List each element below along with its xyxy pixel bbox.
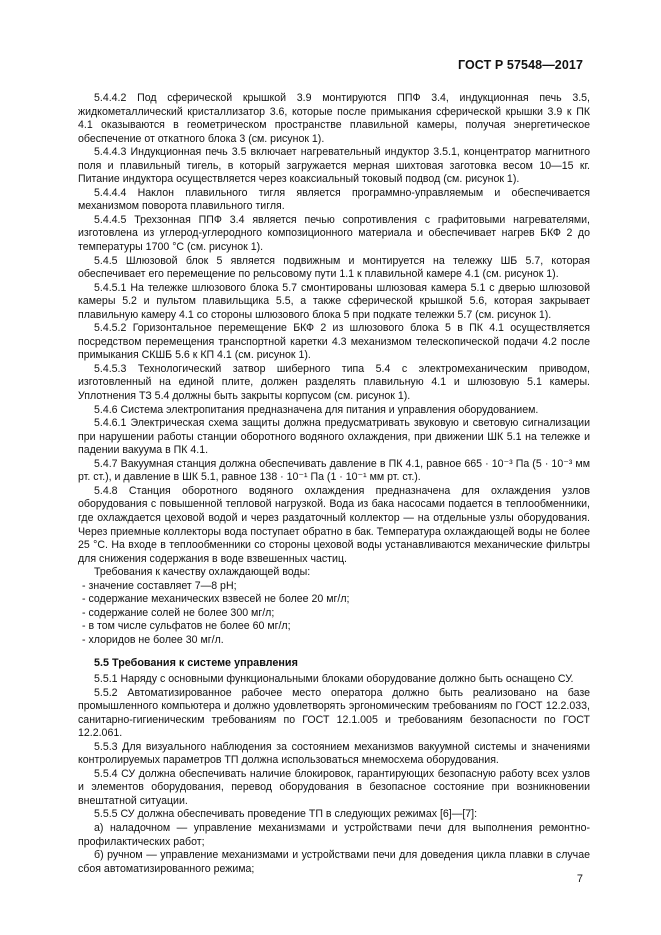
paragraph-5-4-6: 5.4.6 Система электропитания предназначена для питания и управления оборудованием. bbox=[94, 403, 539, 416]
paragraph-5-4-4-5: 5.4.4.5 Трехзонная ППФ 3.4 является печью сопротивления с графитовыми нагревателями, изготовлена из углерод-углеродного композиционного материала и обеспечивает нагрев БКФ 2 до температуры 1700 °С (см. рисунок 1). bbox=[78, 213, 590, 254]
paragraph-5-4-4-3: 5.4.4.3 Индукционная печь 3.5 включает нагревательный индуктор 3.5.1, концентратор магнитного поля и плавильный тигель, в который загружается мерная шихтовая заготовка весом 10—15 кг. Питание индуктора осуществляется через коаксиальный токовый подвод (см. рисунок 1). bbox=[78, 146, 590, 186]
paragraph-5-4-4-2: 5.4.4.2 Под сферической крышкой 3.9 монтируются ППФ 3.4, индукционная печь 3.5, жидкометаллический кристаллизатор 3.6, которые после примыкания сферической крышки 3.9 к ПК 4.1 оказываются в геометрическом пространстве плавильной камеры, получая энергетическое обеспечение от откатного блока 3 (см. рисунок 1). bbox=[78, 92, 590, 145]
paragraph-5-4-4-4: 5.4.4.4 Наклон плавильного тигля является программно-управляемым и обеспечивается механизмом поворота плавильного тигля. bbox=[78, 186, 590, 213]
list-item: - содержание механических взвесей не более 20 мг/л; bbox=[82, 593, 590, 607]
list-item: - значение составляет 7—8 рН; bbox=[82, 580, 590, 594]
paragraph-5-4-5: 5.4.5 Шлюзовой блок 5 является подвижным и монтируется на тележку ШБ 5.7, которая обеспечивает его перемещение по рельсовому пути 1.1 к плавильной камере 4.1 (см. рисунок 1). bbox=[78, 254, 590, 281]
mode-item-a: а) наладочном — управление механизмами и устройствами печи для выполнения ремонтно-профилактических работ; bbox=[78, 821, 590, 848]
list-item: - хлоридов не более 30 мг/л. bbox=[82, 634, 590, 648]
water-requirements-list bbox=[78, 580, 590, 648]
list-item: - содержание солей не более 300 мг/л; bbox=[82, 607, 590, 621]
paragraph-5-5-1: 5.5.1 Наряду с основными функциональными блоками оборудование должно быть оснащено СУ. bbox=[94, 672, 574, 685]
section-heading: 5.5 Требования к системе управления bbox=[94, 657, 298, 670]
list-item: - в том числе сульфатов не более 60 мг/л; bbox=[82, 620, 590, 634]
paragraph-5-4-6-1: 5.4.6.1 Электрическая схема защиты должна предусматривать звуковую и световую сигнализации при нарушении работы станции оборотного водяного охлаждения, при движении ШК 5.1 на тележке и падении вакуума в ПК 4.1. bbox=[78, 417, 590, 457]
paragraph-5-5-3: 5.5.3 Для визуального наблюдения за состоянием механизмов вакуумной системы и значениями контролируемых параметров ТП должна использоваться мнемосхема оборудования. bbox=[78, 740, 590, 767]
paragraph-5-4-5-2: 5.4.5.2 Горизонтальное перемещение БКФ 2 из шлюзового блока 5 в ПК 4.1 осуществляется посредством перемещения транспортной каретки 4.3 механизмом телескопической подачи 4.2 после примыкания СКШБ 5.6 к КП 4.1 (см. рисунок 1). bbox=[78, 322, 590, 362]
paragraph-5-4-8: 5.4.8 Станция оборотного водяного охлаждения предназначена для охлаждения узлов оборудования с повышенной тепловой нагрузкой. Вода из бака насосами подается в теплообменники, где охлаждается цеховой водой и через раздаточный коллектор — на отдельные узлы оборудования. Через приемные коллекторы вода поступает обратно в бак. Температура охлаждающей воды не более 25 °С. На входе в теплообменники со стороны цеховой воды устанавливаются механические фильтры для снижения содержания в воде взвешенных частиц. bbox=[78, 484, 590, 565]
paragraph-5-5-2: 5.5.2 Автоматизированное рабочее место оператора должно быть реализовано на базе промышленного компьютера и должно удовлетворять эргономическим требованиям по ГОСТ 12.2.033, санитарно-гигиеническим требованиям по ГОСТ 12.1.005 и требованиям безопасности по ГОСТ 12.2.061. bbox=[78, 686, 590, 740]
paragraph-5-4-5-1: 5.4.5.1 На тележке шлюзового блока 5.7 смонтированы шлюзовая камера 5.1 с дверью шлюзовой камеры 5.2 и пультом плавильщика 5.5, а также сферической крышкой 5.6, которая закрывает плавильную камеру 4.1 со стороны шлюзового блока 5 при подкате тележки 5.7 (см. рисунок 1). bbox=[78, 281, 590, 321]
water-requirements-intro: Требования к качеству охлаждающей воды: bbox=[94, 566, 311, 579]
paragraph-5-4-5-3: 5.4.5.3 Технологический затвор шиберного типа 5.4 с электромеханическим приводом, изготовленный на единой плите, должен разделять плавильную 4.1 и шлюзовую 5.1 камеры. Уплотнения ТЗ 5.4 должны быть закрыты корпусом (см. рисунок 1). bbox=[78, 362, 590, 403]
page-number: 7 bbox=[576, 873, 583, 885]
paragraph-5-5-4: 5.5.4 СУ должна обеспечивать наличие блокировок, гарантирующих безопасную работу всех узлов и элементов оборудования, перевод оборудования в безопасное состояние при возникновении внештатной ситуации. bbox=[78, 767, 590, 807]
standard-code: ГОСТ Р 57548—2017 bbox=[457, 58, 583, 72]
paragraph-5-5-5: 5.5.5 СУ должна обеспечивать проведение ТП в следующих режимах [6]—[7]: bbox=[94, 808, 478, 821]
page-content bbox=[78, 92, 590, 876]
mode-item-b: б) ручном — управление механизмами и устройствами печи для доведения цикла плавки в случае сбоя автоматизированного режима; bbox=[78, 849, 590, 875]
paragraph-5-4-7: 5.4.7 Вакуумная станция должна обеспечивать давление в ПК 4.1, равное 665 · 10⁻³ Па (5 · 10⁻³ мм рт. ст.), и давление в ШК 5.1, равное 138 · 10⁻¹ Па (1 · 10⁻¹ мм рт. ст.). bbox=[78, 457, 590, 484]
